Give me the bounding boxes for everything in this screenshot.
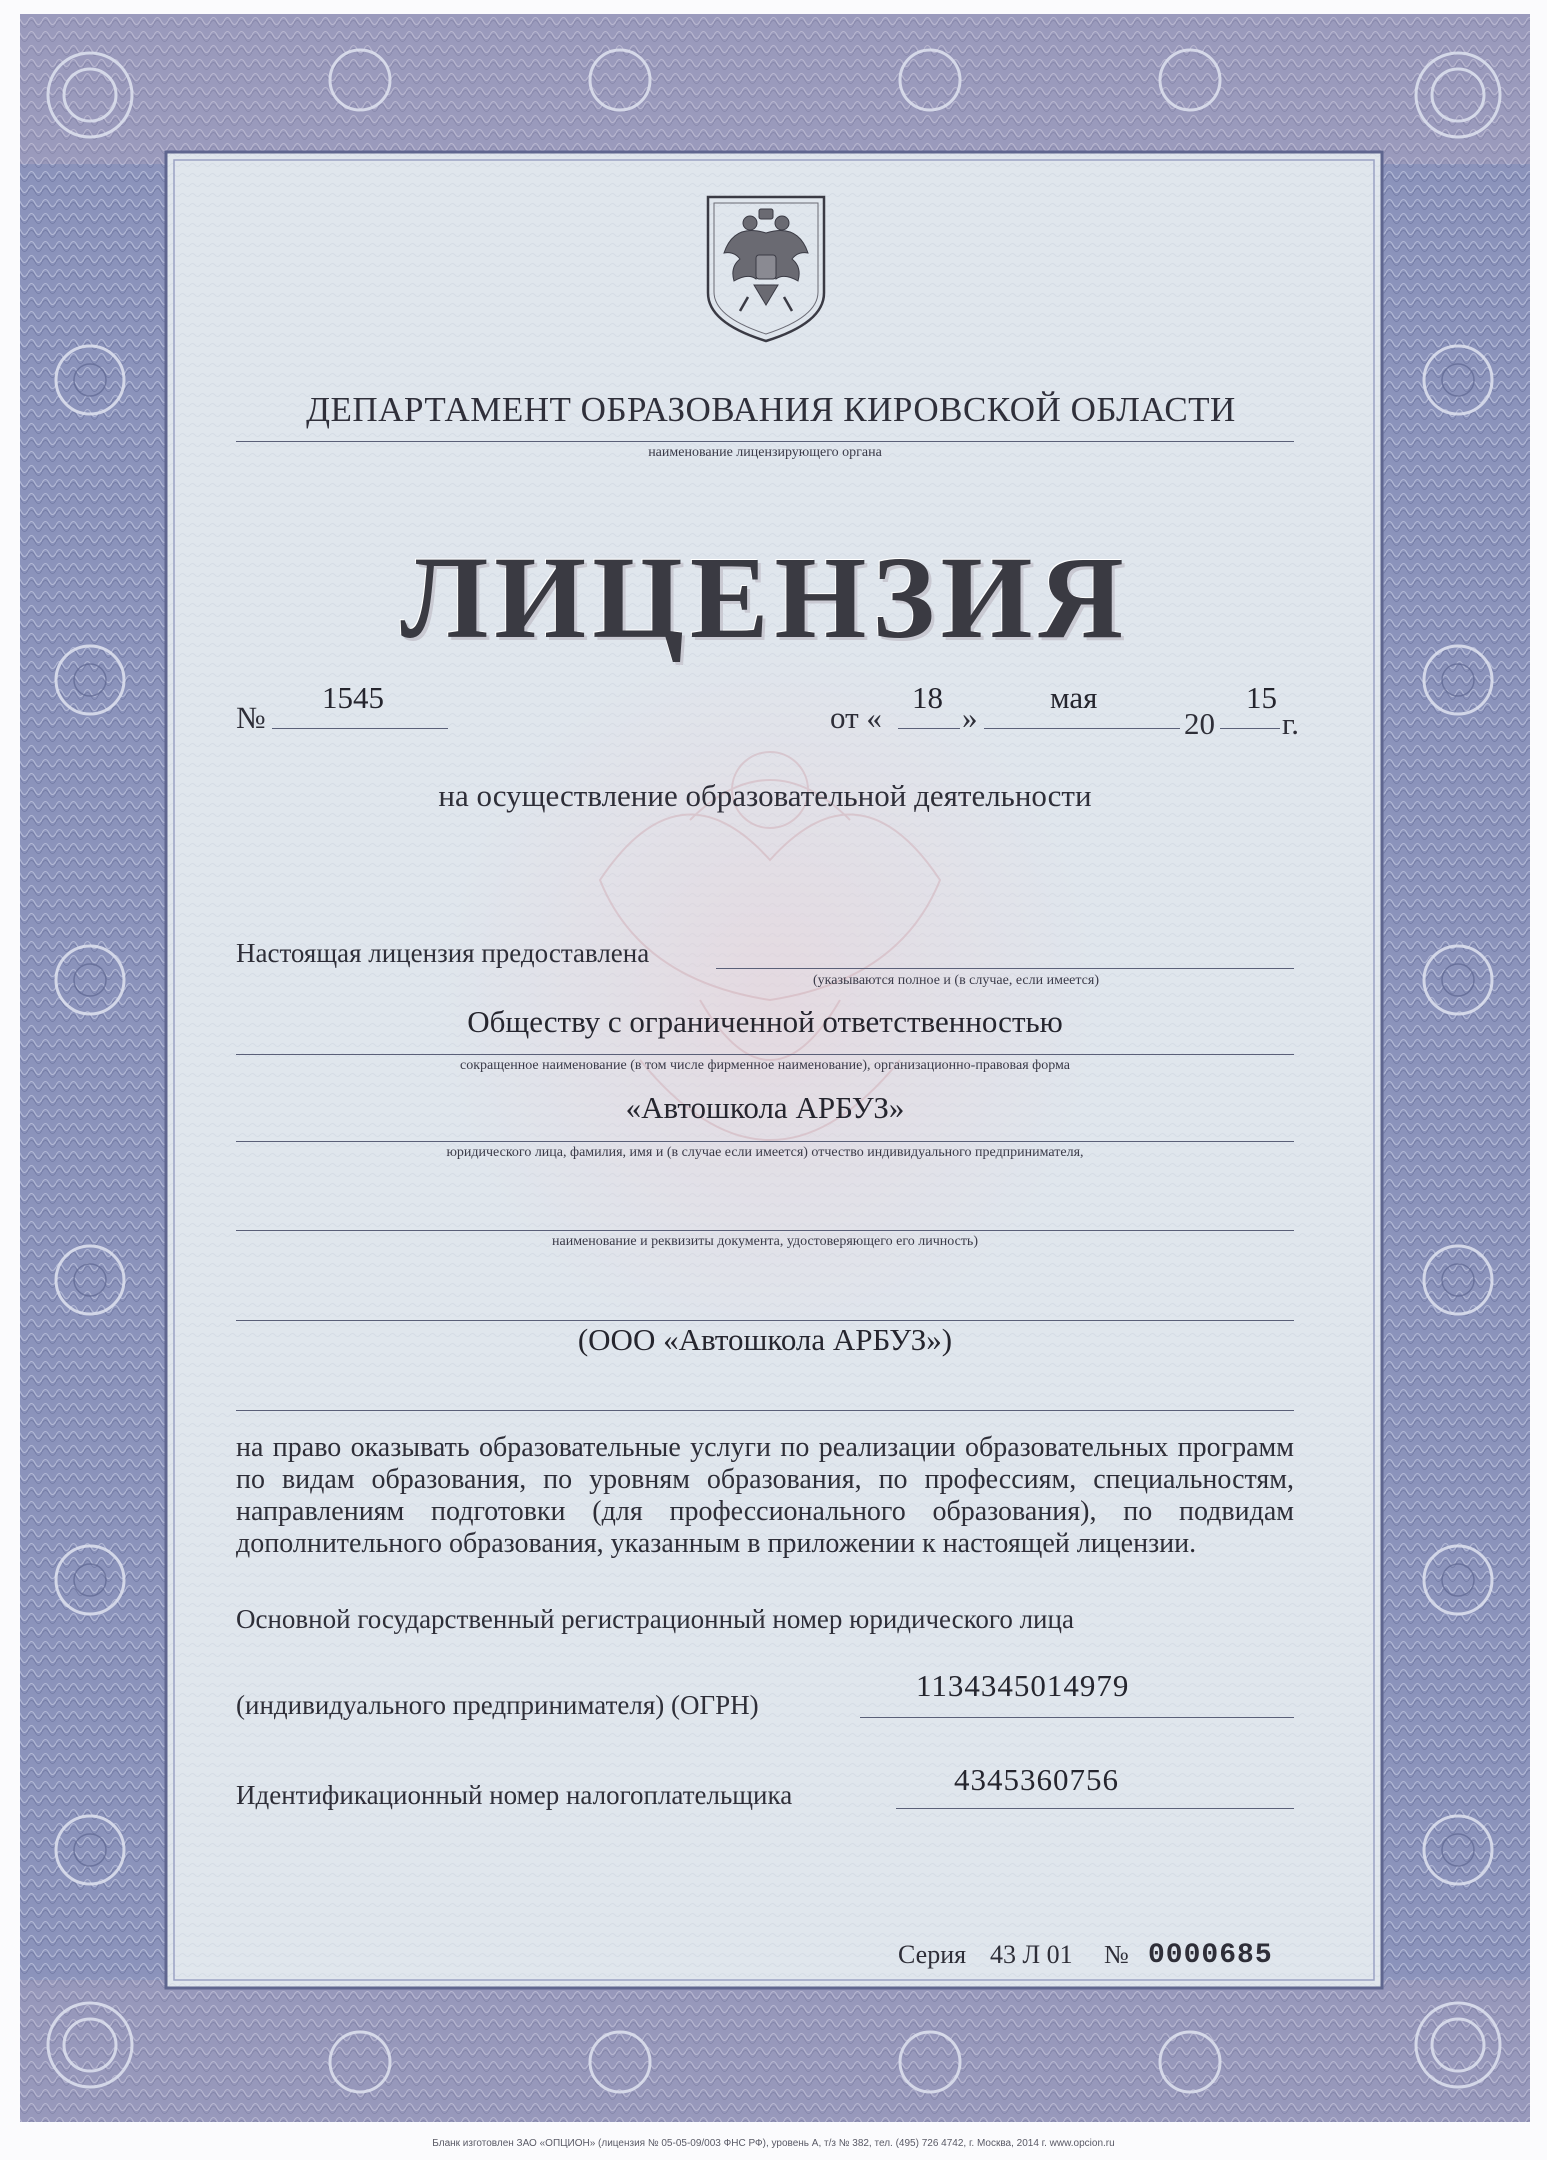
number-label: №: [236, 700, 266, 735]
short-name-underline: [236, 1410, 1294, 1411]
year-prefix: 20: [1184, 706, 1215, 741]
year-suffix: 15: [1246, 680, 1277, 715]
series-code: 43 Л 01: [990, 1940, 1073, 1969]
ogrn-underline: [860, 1717, 1294, 1718]
date-month: мая: [1050, 680, 1098, 715]
ogrn-label-line-2: (индивидуального предпринимателя) (ОГРН): [236, 1690, 759, 1720]
inn-underline: [896, 1808, 1294, 1809]
russian-coat-of-arms-icon: [704, 193, 828, 345]
authority-underline: [236, 441, 1294, 442]
authority-caption: наименование лицензирующего органа: [648, 445, 882, 460]
rights-paragraph: на право оказывать образовательные услуги по реализации образовательных программ по видам образования, по уровням образования, по профессиям, специальностям, направлениям подготовки (для профессионального образования), по подвидам дополнительного образования, указанным в приложении к настоящей лицензии.: [236, 1432, 1294, 1559]
grantee-line-3-underline: [236, 1230, 1294, 1231]
series-number-label: №: [1104, 1940, 1129, 1969]
ogrn-value: 1134345014979: [916, 1668, 1130, 1703]
series-number: 0000685: [1148, 1940, 1273, 1971]
date-quote-close: »: [962, 700, 978, 735]
month-underline: [984, 728, 1180, 729]
ogrn-label-line-1: Основной государственный регистрационный номер юридического лица: [236, 1604, 1074, 1634]
document-title: ЛИЦЕНЗИЯ: [400, 532, 1130, 663]
license-number: 1545: [322, 680, 384, 715]
date-day: 18: [912, 680, 943, 715]
grantee-intro: Настоящая лицензия предоставлена: [236, 938, 650, 968]
grantee-line-2-underline: [236, 1141, 1294, 1142]
printer-footer: Бланк изготовлен ЗАО «ОПЦИОН» (лицензия № 05-05-09/003 ФНС РФ), уровень А, т/з № 382, тел. (495) 726 4742, г. Москва, 2014 г. www.opcion.ru: [432, 2138, 1115, 2149]
grantee-caption-4: наименование и реквизиты документа, удостоверяющего его личность): [552, 1234, 978, 1249]
grantee-caption-1: (указываются полное и (в случае, если имеется): [812, 973, 1099, 988]
number-underline: [272, 728, 448, 729]
issuing-authority: ДЕПАРТАМЕНТ ОБРАЗОВАНИЯ КИРОВСКОЙ ОБЛАСТИ: [306, 390, 1236, 429]
date-from-label: от «: [830, 700, 882, 735]
grantee-caption-2: сокращенное наименование (в том числе фирменное наименование), организационно-правовая форма: [460, 1058, 1070, 1073]
series-label: Серия: [898, 1940, 967, 1969]
day-underline: [898, 728, 960, 729]
license-purpose: на осуществление образовательной деятельности: [438, 778, 1092, 813]
year-underline: [1220, 728, 1280, 729]
grantee-short-name: (ООО «Автошкола АРБУЗ»): [577, 1322, 953, 1357]
grantee-name-line-1: Обществу с ограниченной ответственностью: [467, 1004, 1063, 1039]
grantee-name-line-2: «Автошкола АРБУЗ»: [625, 1090, 905, 1125]
grantee-intro-underline: [716, 968, 1294, 969]
grantee-line-4-underline: [236, 1320, 1294, 1321]
inn-label: Идентификационный номер налогоплательщика: [236, 1780, 793, 1810]
inn-value: 4345360756: [954, 1762, 1119, 1797]
grantee-caption-3: юридического лица, фамилия, имя и (в случае если имеется) отчество индивидуального предпринимателя,: [446, 1145, 1084, 1160]
grantee-line-1-underline: [236, 1054, 1294, 1055]
year-abbreviation: г.: [1282, 706, 1299, 741]
